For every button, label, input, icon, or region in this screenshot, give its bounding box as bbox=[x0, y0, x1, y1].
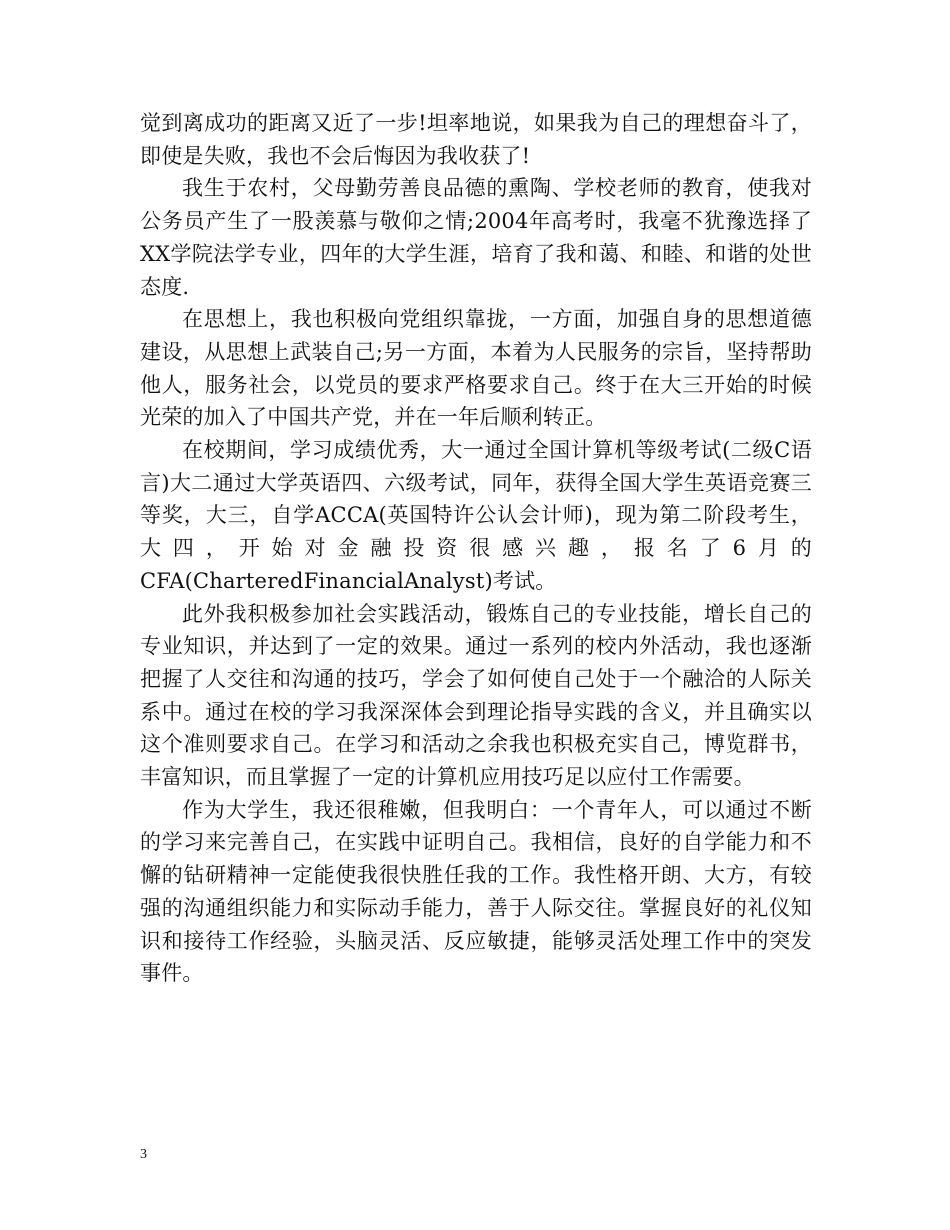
page-number: 3 bbox=[140, 1147, 147, 1162]
paragraph-2: 我生于农村，父母勤劳善良品德的熏陶、学校老师的教育，使我对公务员产生了一股羡慕与敬仰之情;2004年高考时，我毫不犹豫选择了XX学院法学专业，四年的大学生涯，培育了我和蔼、和睦、和谐的处世态度. bbox=[140, 176, 812, 299]
paragraph-5: 此外我积极参加社会实践活动，锻炼自己的专业技能，增长自己的专业知识，并达到了一定的效果。通过一系列的校内外活动，我也逐渐把握了人交往和沟通的技巧，学会了如何使自己处于一个融洽的人际关系中。通过在校的学习我深深体会到理论指导实践的含义，并且确实以这个准则要求自己。在学习和活动之余我也积极充实自己，博览群书，丰富知识，而且掌握了一定的计算机应用技巧足以应付工作需要。 bbox=[140, 601, 812, 790]
paragraph-1: 觉到离成功的距离又近了一步!坦率地说，如果我为自己的理想奋斗了，即使是失败，我也不会后悔因为我收获了! bbox=[140, 111, 812, 168]
paragraph-4: 在校期间，学习成绩优秀，大一通过全国计算机等级考试(二级C语言)大二通过大学英语四、六级考试，同年，获得全国大学生英语竞赛三等奖，大三，自学ACCA(英国特许公认会计师)，现为第二阶段考生，大四，开始对金融投资很感兴趣，报名了6月的CFA(CharteredFinancialAnalyst)考试。 bbox=[140, 438, 812, 593]
paragraph-6: 作为大学生，我还很稚嫩，但我明白：一个青年人，可以通过不断的学习来完善自己，在实践中证明自己。我相信，良好的自学能力和不懈的钻研精神一定能使我很快胜任我的工作。我性格开朗、大方，有较强的沟通组织能力和实际动手能力，善于人际交往。掌握良好的礼仪知识和接待工作经验，头脑灵活、反应敏捷，能够灵活处理工作中的突发事件。 bbox=[140, 797, 812, 986]
body-text bbox=[140, 107, 812, 990]
paragraph-3: 在思想上，我也积极向党组织靠拢，一方面，加强自身的思想道德建设，从思想上武装自己;另一方面，本着为人民服务的宗旨，坚持帮助他人，服务社会，以党员的要求严格要求自己。终于在大三开始的时候光荣的加入了中国共产党，并在一年后顺利转正。 bbox=[140, 307, 812, 430]
